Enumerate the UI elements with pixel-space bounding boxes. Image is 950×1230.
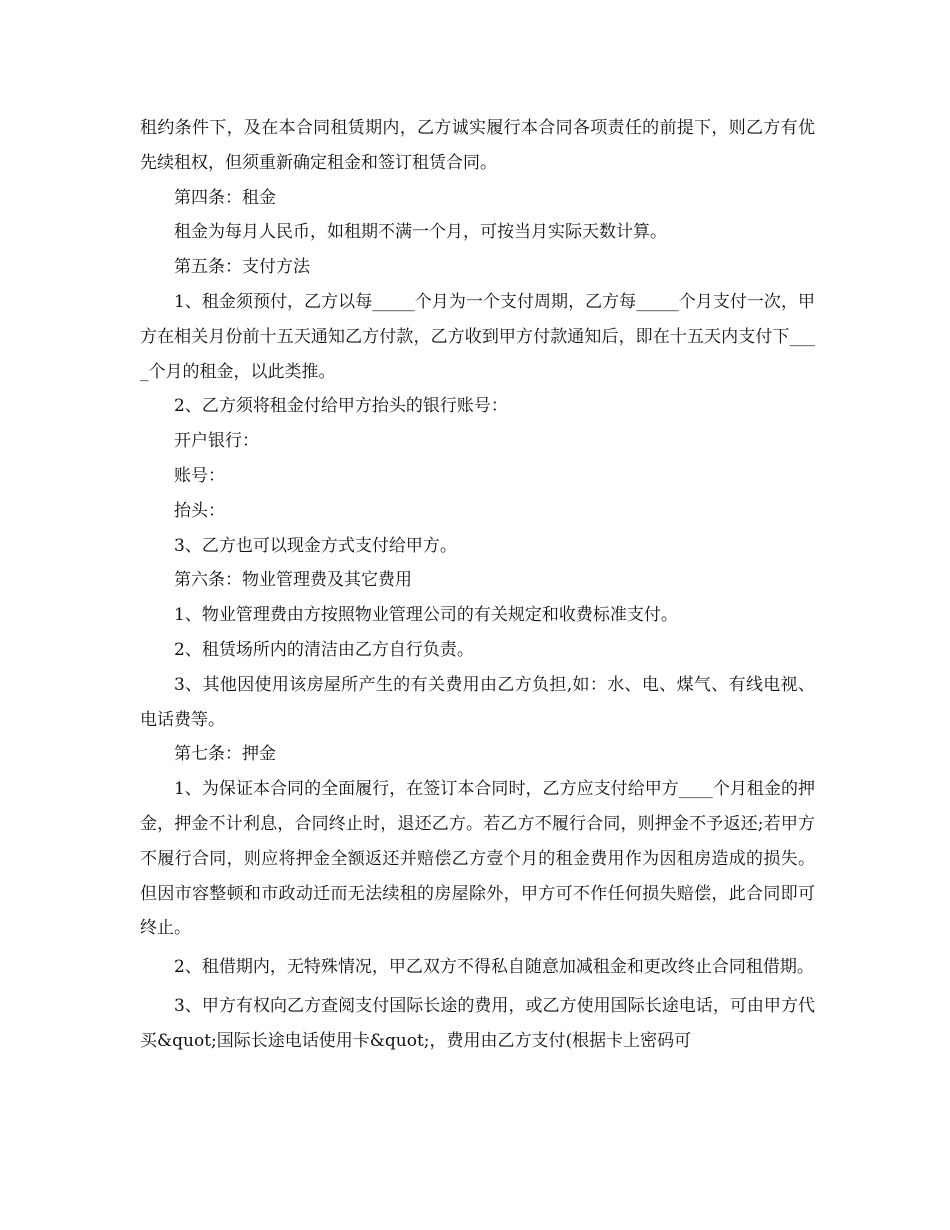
- paragraph: 2、租赁场所内的清洁由乙方自行负责。: [174, 639, 474, 660]
- paragraph: 2、租借期内，无特殊情况，甲乙双方不得私自随意加减租金和更改终止合同租借期。: [174, 957, 814, 978]
- section-heading-fees: 第六条：物业管理费及其它费用: [174, 570, 412, 591]
- section-heading-deposit: 第七条：押金: [174, 744, 276, 765]
- account-field-label: 账号：: [174, 465, 225, 486]
- paragraph: 3、其他因使用该房屋所产生的有关费用由乙方负担,如：水、电、煤气、有线电视、电话费等。: [140, 674, 815, 730]
- section-heading-payment: 第五条：支付方法: [174, 257, 310, 278]
- paragraph: 租约条件下，及在本合同租赁期内，乙方诚实履行本合同各项责任的前提下，则乙方有优先续租权，但须重新确定租金和签订租赁合同。: [140, 118, 815, 173]
- section-heading-rent: 第四条：租金: [174, 187, 276, 208]
- document-body: [140, 111, 815, 1059]
- paragraph: 3、甲方有权向乙方查阅支付国际长途的费用，或乙方使用国际长途电话，可由甲方代买&quot;国际长途电话使用卡&quot;，费用由乙方支付(根据卡上密码可: [140, 995, 815, 1051]
- paragraph: 租金为每月人民币，如租期不满一个月，可按当月实际天数计算。: [174, 222, 667, 243]
- paragraph: 2、乙方须将租金付给甲方抬头的银行账号：: [174, 396, 508, 417]
- paragraph: 1、物业管理费由方按照物业管理公司的有关规定和收费标准支付。: [174, 605, 678, 626]
- paragraph: 1、租金须预付，乙方以每_____个月为一个支付周期，乙方每_____个月支付一次，甲方在相关月份前十五天通知乙方付款，乙方收到甲方付款通知后，即在十五天内支付下____个月的租金，以此类推。: [140, 291, 815, 382]
- bank-field-label: 开户银行：: [174, 431, 259, 452]
- paragraph: 3、乙方也可以现金方式支付给甲方。: [174, 535, 457, 556]
- paragraph: 1、为保证本合同的全面履行，在签订本合同时，乙方应支付给甲方____个月租金的押金，押金不计利息，合同终止时，退还乙方。若乙方不履行合同，则押金不予返还;若甲方不履行合同，则应将押金全额返还并赔偿乙方壹个月的租金费用作为因租房造成的损失。但因市容整顿和市政动迁而无法续租的房屋除外，甲方可不作任何损失赔偿，此合同即可终止。: [140, 779, 815, 939]
- payee-field-label: 抬头：: [174, 500, 225, 521]
